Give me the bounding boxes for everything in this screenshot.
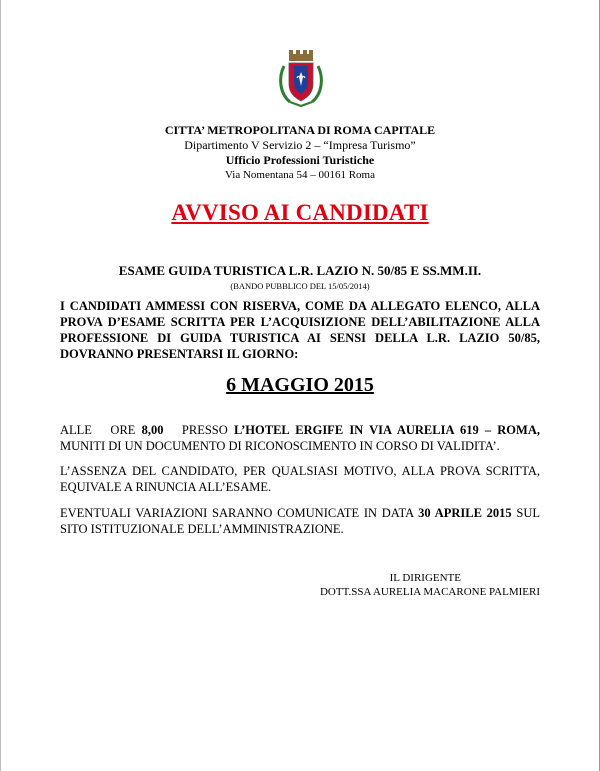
- exam-date: 6 MAGGIO 2015: [226, 374, 374, 396]
- office-name: Ufficio Professioni Turistiche: [225, 153, 375, 167]
- variations-date: 30 APRILE 2015: [418, 506, 512, 520]
- absence-paragraph: L’ASSENZA DEL CANDIDATO, PER QUALSIASI MOTIVO, ALLA PROVA SCRITTA, EQUIVALE A RINUNCIA ALL’ESAME.: [60, 464, 540, 494]
- notice-title: AVVISO AI CANDIDATI: [171, 200, 429, 225]
- bando-reference: (BANDO PUBBLICO DEL 15/05/2014): [230, 281, 370, 291]
- variations-text: EVENTUALI VARIAZIONI SARANNO COMUNICATE IN DATA: [60, 506, 419, 520]
- place-prefix: PRESSO: [163, 423, 234, 437]
- exam-time: 8,00: [141, 423, 164, 437]
- time-prefix: ALLE ORE: [60, 423, 142, 437]
- variations-paragraph: [60, 505, 540, 537]
- exam-venue: L’HOTEL ERGIFE IN VIA AURELIA 619 – ROMA,: [233, 423, 540, 437]
- signer-name: DOTT.SSA AURELIA MACARONE PALMIERI: [319, 586, 540, 598]
- letterhead: [0, 123, 600, 182]
- department-line: Dipartimento V Servizio 2 – “Impresa Turismo”: [184, 138, 416, 152]
- coat-of-arms-emblem: [276, 48, 326, 110]
- variations-site-text: SUL SITO ISTITUZIONALE DELL’AMMINISTRAZIONE.: [60, 506, 540, 536]
- exam-heading: ESAME GUIDA TURISTICA L.R. LAZIO N. 50/85 E SS.MM.II.: [118, 263, 482, 278]
- id-requirement: MUNITI DI UN DOCUMENTO DI RICONOSCIMENTO IN CORSO DI VALIDITA’.: [60, 439, 500, 453]
- intro-paragraph: I CANDIDATI AMMESSI CON RISERVA, COME DA ALLEGATO ELENCO, ALLA PROVA D’ESAME SCRITTA PER L’ACQUISIZIONE DELL’ABILITAZIONE ALLA PROFESSIONE DI GUIDA TURISTICA AI SENSI DELLA L.R. LAZIO 50/85, DOVRANNO PRESENTARSI IL GIORNO:: [60, 299, 540, 361]
- office-address: Via Nomentana 54 – 00161 Roma: [225, 169, 375, 181]
- organization-name: CITTA’ METROPOLITANA DI ROMA CAPITALE: [164, 123, 436, 137]
- signer-role: IL DIRIGENTE: [389, 572, 461, 584]
- time-place-paragraph: [60, 422, 540, 454]
